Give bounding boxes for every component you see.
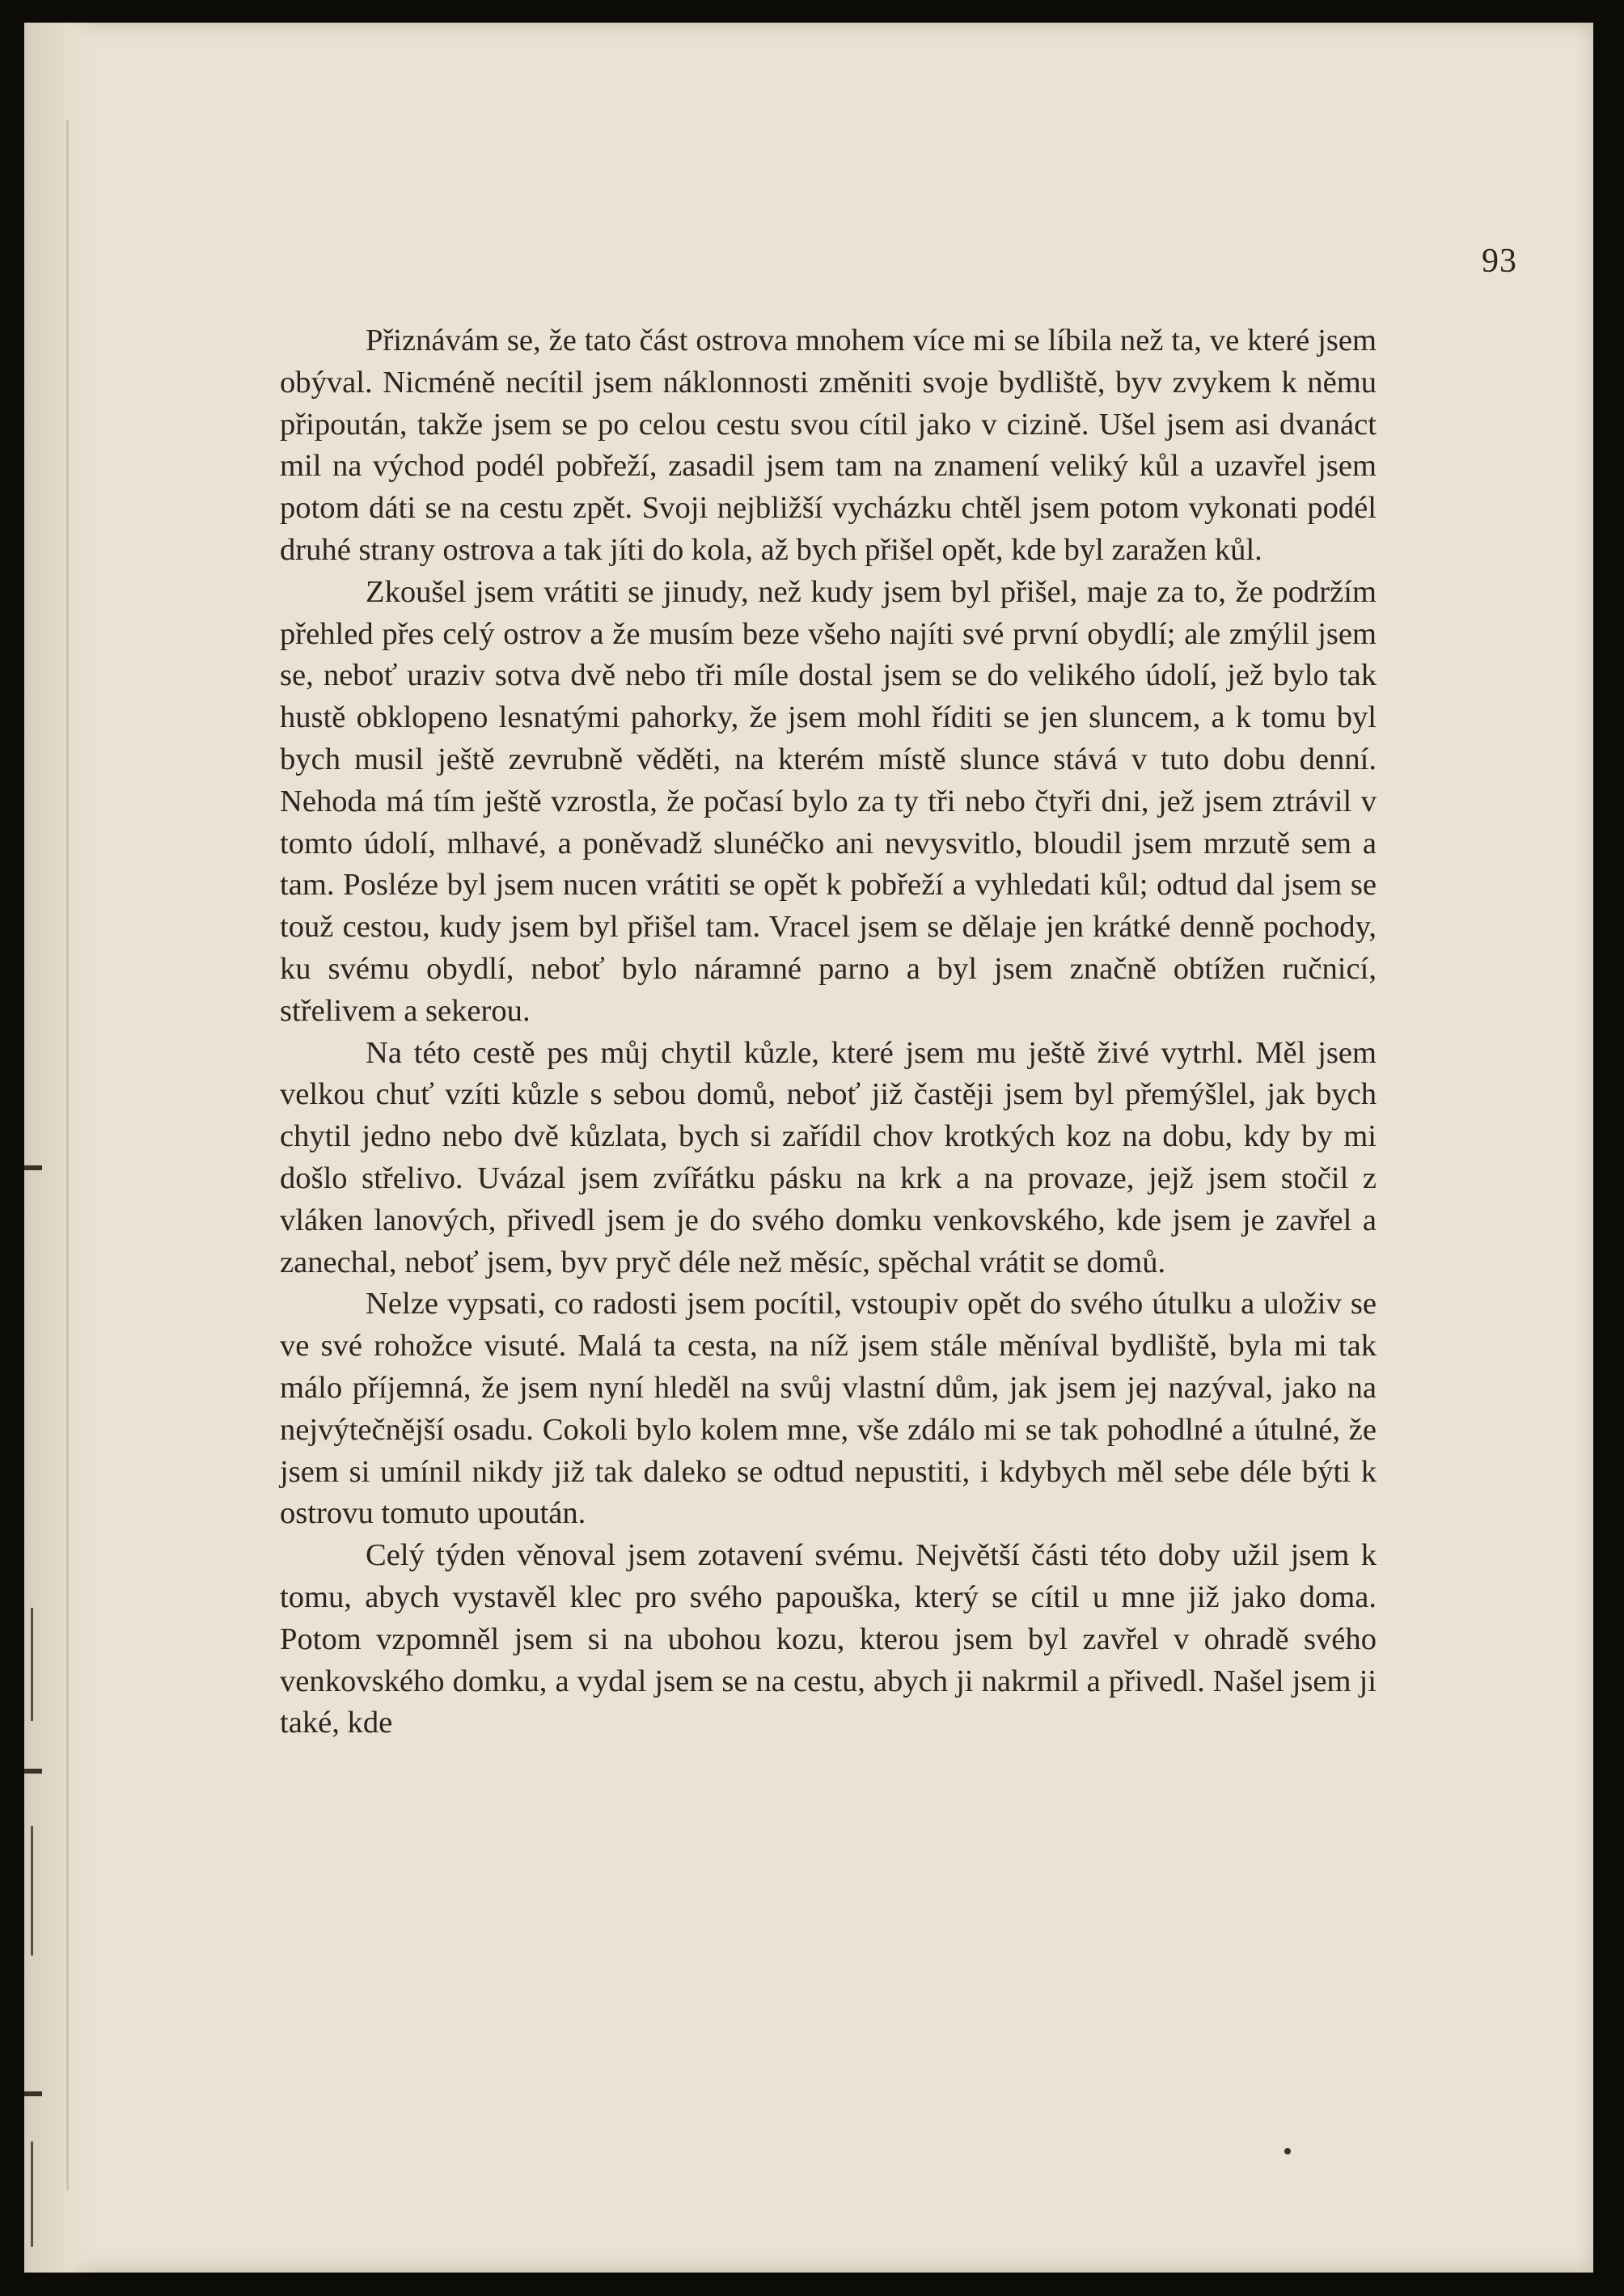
- binding-mark: [24, 2091, 42, 2096]
- binding-mark: [24, 1769, 42, 1774]
- fold-line: [66, 120, 69, 2190]
- page-number: 93: [1482, 243, 1517, 280]
- paragraph: Nelze vypsati, co radosti jsem pocítil, vstoupiv opět do svého útulku a uloživ se ve své rohožce visuté. Malá ta cesta, na níž jsem stále měníval bydliště, byla mi tak málo příjemná, že jsem nyní hleděl na svůj vlastní dům, jak jsem jej nazýval, jako na nejvýtečnější osadu. Cokoli bylo kolem mne, vše zdálo mi se tak pohodlné a útulné, že jsem si umínil nikdy již tak daleko se odtud nepustiti, i kdybych měl sebe déle býti k ostrovu tomuto upoután.: [280, 1287, 1377, 1531]
- paragraph: Přiznávám se, že tato část ostrova mnohem více mi se líbila než ta, ve které jsem obýval. Nicméně necítil jsem náklonnosti změniti svoje bydliště, byv zvykem k němu připoután, takže jsem se po celou cestu svou cítil jako v cizině. Ušel jsem asi dvanáct mil na východ podél pobřeží, zasadil jsem tam na znamení veliký kůl a uzavřel jsem potom dáti se na cestu zpět. Svoji nejbližší vycházku chtěl jsem potom vykonati podél druhé strany ostrova a tak jíti do kola, až bych přišel opět, kde byl zaražen kůl.: [280, 323, 1377, 567]
- ink-speck: [1284, 2148, 1291, 2154]
- binding-mark: [24, 1165, 42, 1170]
- paragraph: Zkoušel jsem vrátiti se jinudy, než kudy jsem byl přišel, maje za to, že podržím přehled přes celý ostrov a že musím beze všeho najíti své první obydlí; ale zmýlil jsem se, neboť uraziv sotva dvě nebo tři míle dostal jsem se do velikého údolí, jež bylo tak hustě obklopeno lesnatými pahorky, že jsem mohl říditi se jen sluncem, a k tomu byl bych musil ještě zevrubně věděti, na kterém místě slunce stává v tuto dobu denní. Nehoda má tím ještě vzrostla, že počasí bylo za ty tři nebo čtyři dni, jež jsem ztrávil v tomto údolí, mlhavé, a poněvadž slunéčko ani nevysvitlo, bloudil jsem mrzutě sem a tam. Posléze byl jsem nucen vrátiti se opět k pobřeží a vyhledati kůl; odtud dal jsem se touž cestou, kudy jsem byl přišel tam. Vracel jsem se dělaje jen krátké denně pochody, ku svému obydlí, neboť bylo náramné parno a byl jsem značně obtížen ručnicí, střelivem a sekerou.: [280, 574, 1377, 1028]
- body-text: [280, 320, 1377, 1744]
- paragraph: Na této cestě pes můj chytil kůzle, které jsem mu ještě živé vytrhl. Měl jsem velkou chuť vzíti kůzle s sebou domů, neboť již častěji jsem byl přemýšlel, jak bych chytil jedno nebo dvě kůzlata, bych si zařídil chov krotkých koz na dobu, kdy by mi došlo střelivo. Uvázal jsem zvířátku pásku na krk a na provaze, jejž jsem stočil z vláken lanových, přivedl jsem je do svého domku venkovského, kde jsem je zavřel a zanechal, neboť jsem, byv pryč déle než měsíc, spěchal vrátit se domů.: [280, 1035, 1377, 1279]
- book-page: [24, 23, 1593, 2273]
- paragraph: Celý týden věnoval jsem zotavení svému. Největší části této doby užil jsem k tomu, abych vystavěl klec pro svého papouška, který se cítil u mne již jako doma. Potom vzpomněl jsem si na ubohou kozu, kterou jsem byl zavřel v ohradě svého venkovského domku, a vydal jsem se na cestu, abych ji nakrmil a přivedl. Našel jsem ji také, kde: [280, 1538, 1377, 1740]
- page-edge-shadow: [24, 23, 97, 2273]
- margin-rule: [31, 2142, 33, 2247]
- margin-rule: [31, 1608, 33, 1721]
- margin-rule: [31, 1826, 33, 1956]
